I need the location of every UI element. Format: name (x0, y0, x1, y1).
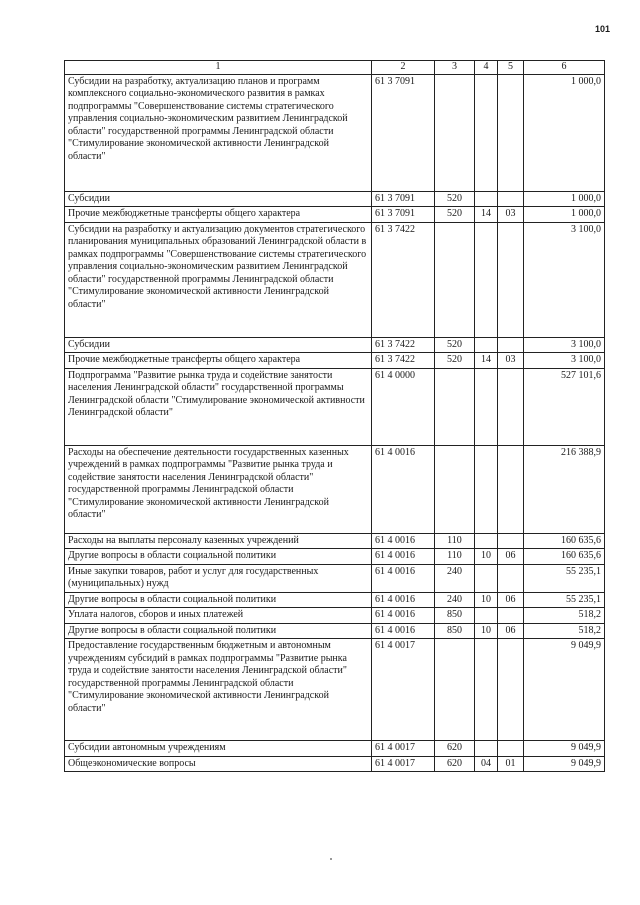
row-subsection-cell (498, 564, 524, 592)
row-subsection-cell (498, 608, 524, 624)
header-cell: 6 (524, 61, 605, 75)
table-row (65, 445, 605, 533)
row-section-cell (475, 445, 498, 533)
row-subsection-cell: 01 (498, 756, 524, 772)
row-section-cell (475, 639, 498, 741)
row-code-cell: 61 4 0000 (372, 368, 435, 445)
row-amount-cell: 160 635,6 (524, 549, 605, 565)
row-subsection-cell (498, 368, 524, 445)
row-section-cell (475, 191, 498, 207)
row-section-cell (475, 608, 498, 624)
row-name-cell: Расходы на выплаты персоналу казенных учреждений (65, 533, 372, 549)
row-section-cell (475, 533, 498, 549)
row-section-cell: 14 (475, 353, 498, 369)
row-expense-type-cell: 620 (435, 756, 475, 772)
row-name-cell: Другие вопросы в области социальной политики (65, 623, 372, 639)
row-code-cell: 61 4 0016 (372, 592, 435, 608)
row-expense-type-cell: 110 (435, 549, 475, 565)
row-subsection-cell (498, 445, 524, 533)
row-section-cell (475, 222, 498, 337)
row-expense-type-cell: 240 (435, 592, 475, 608)
row-code-cell: 61 4 0017 (372, 639, 435, 741)
row-expense-type-cell: 110 (435, 533, 475, 549)
row-section-cell: 14 (475, 207, 498, 223)
row-name-cell: Подпрограмма "Развитие рынка труда и содействие занятости населения Ленинградской области" государственной программы Ленинградской области "Стимулирование экономической активности Ленинградской области" (65, 368, 372, 445)
row-code-cell: 61 4 0016 (372, 549, 435, 565)
table-row (65, 222, 605, 337)
row-name-cell: Другие вопросы в области социальной политики (65, 592, 372, 608)
row-name-cell: Субсидии автономным учреждениям (65, 741, 372, 757)
row-code-cell: 61 4 0016 (372, 445, 435, 533)
row-section-cell (475, 74, 498, 191)
row-subsection-cell (498, 191, 524, 207)
row-amount-cell: 160 635,6 (524, 533, 605, 549)
header-cell: 2 (372, 61, 435, 75)
table-row (65, 741, 605, 757)
row-amount-cell: 527 101,6 (524, 368, 605, 445)
row-amount-cell: 1 000,0 (524, 191, 605, 207)
row-section-cell (475, 564, 498, 592)
table-row (65, 623, 605, 639)
row-amount-cell: 518,2 (524, 623, 605, 639)
row-section-cell: 10 (475, 592, 498, 608)
table-row (65, 353, 605, 369)
row-amount-cell: 216 388,9 (524, 445, 605, 533)
header-cell: 1 (65, 61, 372, 75)
row-expense-type-cell: 240 (435, 564, 475, 592)
row-expense-type-cell: 520 (435, 337, 475, 353)
row-expense-type-cell (435, 222, 475, 337)
row-subsection-cell: 06 (498, 592, 524, 608)
page-number: 101 (594, 24, 610, 34)
row-subsection-cell (498, 741, 524, 757)
row-amount-cell: 3 100,0 (524, 222, 605, 337)
row-name-cell: Общеэкономические вопросы (65, 756, 372, 772)
row-expense-type-cell: 850 (435, 623, 475, 639)
row-section-cell (475, 741, 498, 757)
row-expense-type-cell (435, 445, 475, 533)
row-section-cell (475, 368, 498, 445)
table-row (65, 549, 605, 565)
table-row (65, 756, 605, 772)
table-row (65, 608, 605, 624)
row-amount-cell: 55 235,1 (524, 592, 605, 608)
row-code-cell: 61 4 0017 (372, 741, 435, 757)
table-row (65, 337, 605, 353)
row-subsection-cell (498, 222, 524, 337)
row-section-cell: 10 (475, 549, 498, 565)
row-subsection-cell: 03 (498, 353, 524, 369)
row-section-cell: 10 (475, 623, 498, 639)
row-expense-type-cell: 520 (435, 353, 475, 369)
row-code-cell: 61 3 7091 (372, 74, 435, 191)
row-section-cell (475, 337, 498, 353)
row-name-cell: Субсидии на разработку, актуализацию планов и программ комплексного социально-экономического развития в рамках подпрограммы "Совершенствование системы стратегического управления социально-экономическим развитием Ленинградской области" государственной программы Ленинградской области "Стимулирование экономической активности Ленинградской области" (65, 74, 372, 191)
row-code-cell: 61 3 7422 (372, 222, 435, 337)
row-subsection-cell (498, 337, 524, 353)
table-row (65, 74, 605, 191)
table-row (65, 639, 605, 741)
row-expense-type-cell: 520 (435, 191, 475, 207)
row-name-cell: Другие вопросы в области социальной политики (65, 549, 372, 565)
row-subsection-cell: 06 (498, 549, 524, 565)
row-subsection-cell (498, 533, 524, 549)
row-name-cell: Уплата налогов, сборов и иных платежей (65, 608, 372, 624)
row-name-cell: Субсидии на разработку и актуализацию документов стратегического планирования муниципальных образований Ленинградской области в рамках подпрограммы "Совершенствование системы стратегического управления социально-экономическим развитием Ленинградской области" государственной программы Ленинградской области "Стимулирование экономической активности Ленинградской области" (65, 222, 372, 337)
row-code-cell: 61 3 7422 (372, 353, 435, 369)
row-code-cell: 61 3 7422 (372, 337, 435, 353)
row-code-cell: 61 3 7091 (372, 191, 435, 207)
header-cell: 5 (498, 61, 524, 75)
row-name-cell: Расходы на обеспечение деятельности государственных казенных учреждений в рамках подпрограммы "Развитие рынка труда и содействие занятости населения Ленинградской области" государственной программы Ленинградской области "Стимулирование экономической активности Ленинградской области" (65, 445, 372, 533)
row-subsection-cell: 06 (498, 623, 524, 639)
row-code-cell: 61 4 0016 (372, 608, 435, 624)
table-row (65, 533, 605, 549)
row-code-cell: 61 4 0016 (372, 623, 435, 639)
row-expense-type-cell (435, 368, 475, 445)
row-subsection-cell (498, 639, 524, 741)
table-row (65, 564, 605, 592)
row-name-cell: Субсидии (65, 191, 372, 207)
row-amount-cell: 3 100,0 (524, 353, 605, 369)
header-cell: 4 (475, 61, 498, 75)
row-amount-cell: 55 235,1 (524, 564, 605, 592)
row-expense-type-cell (435, 639, 475, 741)
row-expense-type-cell: 620 (435, 741, 475, 757)
table-body (65, 61, 605, 772)
header-cell: 3 (435, 61, 475, 75)
table-row (65, 592, 605, 608)
header-row (65, 61, 605, 75)
row-expense-type-cell: 850 (435, 608, 475, 624)
budget-table (64, 60, 605, 772)
row-amount-cell: 9 049,9 (524, 639, 605, 741)
row-code-cell: 61 3 7091 (372, 207, 435, 223)
row-name-cell: Прочие межбюджетные трансферты общего характера (65, 207, 372, 223)
row-amount-cell: 9 049,9 (524, 741, 605, 757)
row-subsection-cell: 03 (498, 207, 524, 223)
row-expense-type-cell (435, 74, 475, 191)
row-name-cell: Предоставление государственным бюджетным и автономным учреждениям субсидий в рамках подпрограммы "Развитие рынка труда и содействие занятости населения Ленинградской области" государственной программы Ленинградской области "Стимулирование экономической активности Ленинградской области" (65, 639, 372, 741)
table-row (65, 191, 605, 207)
row-expense-type-cell: 520 (435, 207, 475, 223)
row-section-cell: 04 (475, 756, 498, 772)
row-amount-cell: 3 100,0 (524, 337, 605, 353)
table-row (65, 207, 605, 223)
row-amount-cell: 9 049,9 (524, 756, 605, 772)
row-name-cell: Иные закупки товаров, работ и услуг для государственных (муниципальных) нужд (65, 564, 372, 592)
row-code-cell: 61 4 0017 (372, 756, 435, 772)
row-code-cell: 61 4 0016 (372, 564, 435, 592)
row-name-cell: Субсидии (65, 337, 372, 353)
row-subsection-cell (498, 74, 524, 191)
row-amount-cell: 1 000,0 (524, 74, 605, 191)
scan-speck (330, 858, 332, 860)
table-row (65, 368, 605, 445)
row-code-cell: 61 4 0016 (372, 533, 435, 549)
row-name-cell: Прочие межбюджетные трансферты общего характера (65, 353, 372, 369)
row-amount-cell: 1 000,0 (524, 207, 605, 223)
row-amount-cell: 518,2 (524, 608, 605, 624)
